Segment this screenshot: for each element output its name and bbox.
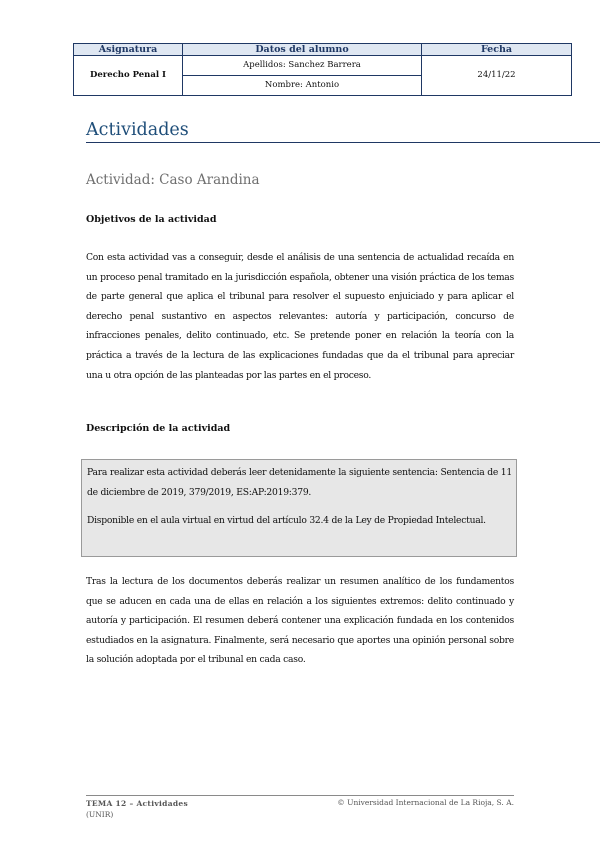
header-col-date: Fecha (422, 44, 572, 56)
footer-copyright: © Universidad Internacional de La Rioja, S. A. (337, 798, 514, 807)
footer-left (86, 798, 188, 820)
page-title: Actividades (86, 118, 600, 143)
description-heading: Descripción de la actividad (86, 423, 231, 434)
sentence-box (81, 459, 517, 557)
description-paragraph: Tras la lectura de los documentos deberás realizar un resumen analítico de los fundamentos que se aducen en cada una de ellas en relación a los siguientes extremos: delito continuado y autoría y participación. El resumen deberá contener una explicación fundada en los contenidos estudiados en la asignatura. Finalmente, será necesario que aportes una opinión personal sobre la solución adoptada por el tribunal en cada caso. (86, 576, 514, 666)
footer-topic: TEMA 12 – Actividades (86, 799, 188, 808)
objectives-text (86, 248, 514, 385)
name-cell: Nombre: Antonio (183, 76, 422, 96)
objectives-heading: Objetivos de la actividad (86, 214, 217, 225)
header-table (73, 43, 572, 96)
header-col-student: Datos del alumno (183, 44, 422, 56)
header-col-subject: Asignatura (74, 44, 183, 56)
footer-org: (UNIR) (86, 810, 114, 819)
footer-divider (86, 795, 514, 796)
surnames-cell: Apellidos: Sanchez Barrera (183, 56, 422, 76)
objectives-paragraph: Con esta actividad vas a conseguir, desde el análisis de una sentencia de actualidad recaída en un proceso penal tramitado en la jurisdicción española, obtener una visión práctica de los temas de parte general que aplica el tribunal para resolver el supuesto enjuiciado y para aplicar el derecho penal sustantivo en aspectos relevantes: autoría y participación, concurso de infracciones penales, delito continuado, etc. Se pretende poner en relación la teoría con la práctica a través de la lectura de las explicaciones fundadas que da el tribunal para apreciar una u otra opción de las planteadas por las partes en el proceso. (86, 252, 514, 381)
description-text (86, 572, 514, 670)
subject-cell: Derecho Penal I (74, 56, 183, 96)
date-cell: 24/11/22 (422, 56, 572, 96)
box-line1: Para realizar esta actividad deberás leer detenidamente la siguiente sentencia: Sentencia de 11 de diciembre de 2019, 379/2019, ES:AP:2019:379. (87, 467, 512, 498)
activity-name: Actividad: Caso Arandina (86, 172, 260, 188)
box-line2: Disponible en el aula virtual en virtud del artículo 32.4 de la Ley de Propiedad Intelectual. (87, 515, 486, 527)
